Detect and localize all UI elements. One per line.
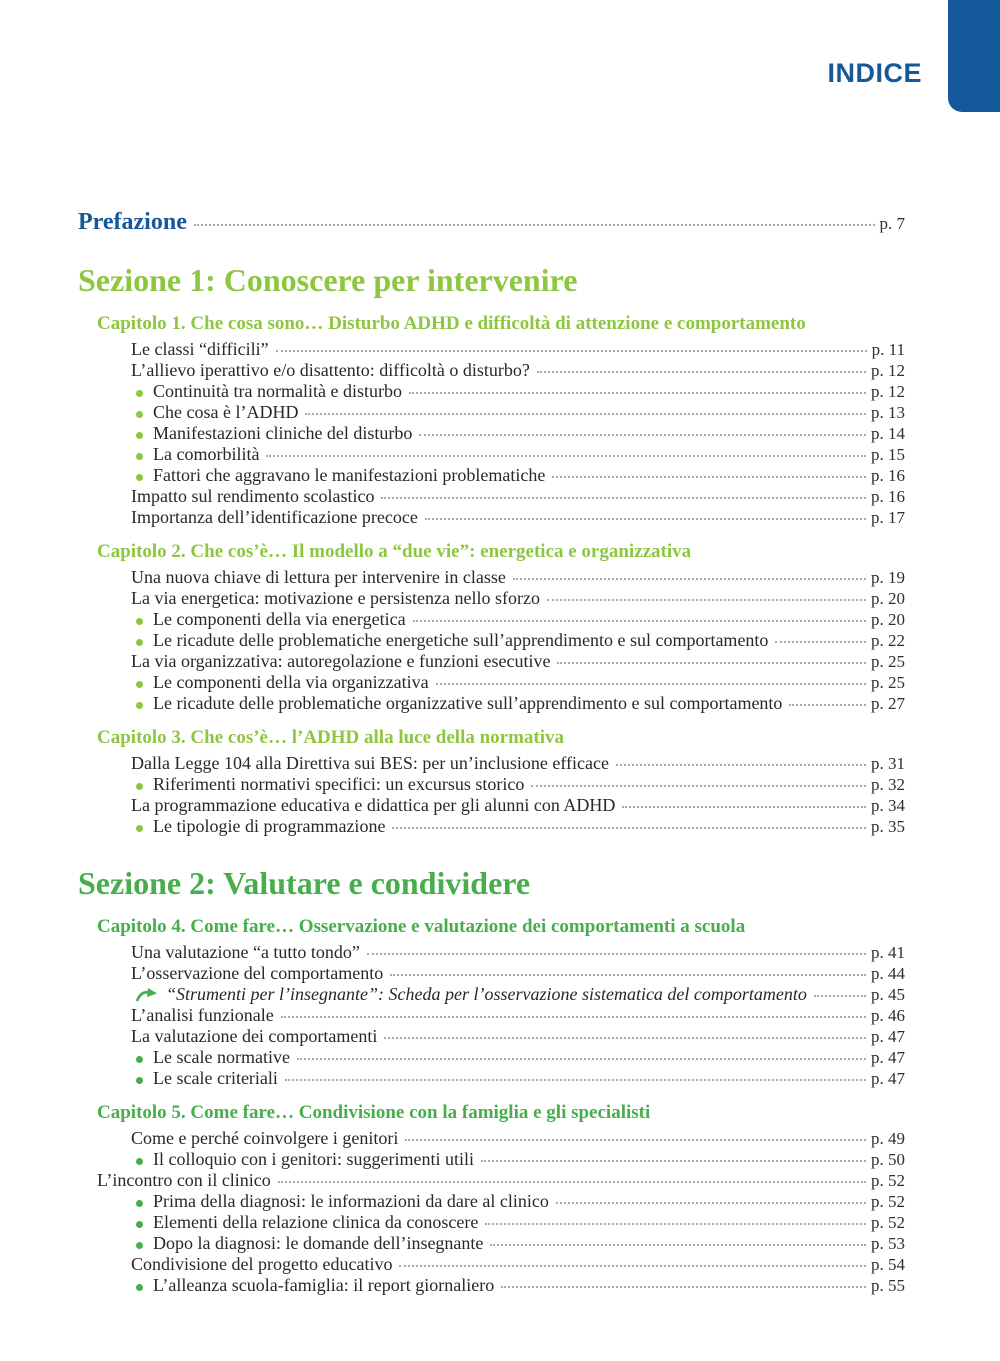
chapter-heading: Capitolo 1. Che cosa sono… Disturbo ADHD e difficoltà di attenzione e comportamento [97, 313, 806, 334]
bullet-icon [136, 1056, 143, 1063]
dotted-leader [622, 806, 866, 808]
toc-sections [78, 260, 905, 1296]
toc-entry-label: Condivisione del progetto educativo [131, 1254, 393, 1274]
toc-entry [78, 1026, 905, 1047]
dotted-leader [556, 1202, 866, 1204]
dotted-leader [367, 953, 866, 955]
page-number: p. 55 [871, 1276, 905, 1295]
toc-entry [78, 984, 905, 1005]
bullet-icon [136, 783, 143, 790]
section-heading: Sezione 2: Valutare e condividere [78, 865, 531, 901]
dotted-leader [392, 827, 866, 829]
chapter-heading: Capitolo 5. Come fare… Condivisione con la famiglia e gli specialisti [97, 1102, 651, 1123]
toc-entry [78, 816, 905, 837]
bullet-icon [136, 1200, 143, 1207]
page-number: p. 20 [871, 610, 905, 629]
toc-entry-label: Una valutazione “a tutto tondo” [131, 942, 360, 962]
bullet-icon [136, 390, 143, 397]
page-number: p. 31 [871, 754, 905, 773]
dotted-leader [557, 662, 866, 664]
bullet-icon [136, 453, 143, 460]
curved-arrow-icon [136, 986, 158, 1007]
toc-entry [78, 1128, 905, 1149]
toc-entry-label: Importanza dell’identificazione precoce [131, 507, 418, 527]
toc-entry-label: Prefazione [78, 209, 187, 235]
page-number: p. 12 [871, 361, 905, 380]
dotted-leader [501, 1286, 866, 1288]
toc-entry [78, 1047, 905, 1068]
toc-entry [78, 1149, 905, 1170]
bullet-icon [136, 1242, 143, 1249]
toc-entry [78, 774, 905, 795]
dotted-leader [616, 764, 866, 766]
page-number: p. 32 [871, 775, 905, 794]
toc-entry-label: La comorbilità [153, 444, 260, 464]
toc-entry [78, 486, 905, 507]
toc-entry [78, 672, 905, 693]
bullet-icon [136, 825, 143, 832]
toc-entry [78, 588, 905, 609]
page-number: p. 16 [871, 466, 905, 485]
toc-entry-label: Le classi “difficili” [131, 339, 269, 359]
dotted-leader [384, 1037, 866, 1039]
dotted-leader [814, 995, 866, 997]
toc-entry-label: Manifestazioni cliniche del disturbo [153, 423, 413, 443]
dotted-leader [775, 641, 866, 643]
bullet-icon [136, 432, 143, 439]
page-number: p. 7 [879, 214, 905, 233]
dotted-leader [297, 1058, 866, 1060]
toc-entry-label: Impatto sul rendimento scolastico [131, 486, 375, 506]
dotted-leader [305, 413, 866, 415]
toc-entry-label: L’analisi funzionale [131, 1005, 274, 1025]
toc-entry-label: Riferimenti normativi specifici: un excursus storico [153, 774, 525, 794]
dotted-leader [405, 1139, 866, 1141]
toc-entry-label: Elementi della relazione clinica da conoscere [153, 1212, 479, 1232]
toc-entry [78, 1233, 905, 1254]
dotted-leader [552, 476, 866, 478]
toc-entry-label: Come e perché coinvolgere i genitori [131, 1128, 399, 1148]
toc-entry-label: Le componenti della via organizzativa [153, 672, 429, 692]
page-number: p. 52 [871, 1171, 905, 1190]
chapter-heading: Capitolo 2. Che cos’è… Il modello a “due vie”: energetica e organizzativa [97, 541, 692, 562]
toc-entry-label: Dopo la diagnosi: le domande dell’insegnante [153, 1233, 484, 1253]
bullet-icon [136, 702, 143, 709]
dotted-leader [381, 497, 866, 499]
dotted-leader [285, 1079, 866, 1081]
page-number: p. 16 [871, 487, 905, 506]
toc-entry-label: “Strumenti per l’insegnante”: Scheda per l’osservazione sistematica del comportamento [166, 984, 807, 1004]
bullet-icon [136, 639, 143, 646]
toc-entry [78, 963, 905, 984]
page-number: p. 34 [871, 796, 905, 815]
bullet-icon [136, 411, 143, 418]
page-number: p. 52 [871, 1213, 905, 1232]
page-number: p. 15 [871, 445, 905, 464]
page-number: p. 50 [871, 1150, 905, 1169]
page-number: p. 52 [871, 1192, 905, 1211]
dotted-leader [789, 704, 866, 706]
toc-entry [78, 1191, 905, 1212]
toc-entry-label: L’allievo iperattivo e/o disattento: difficoltà o disturbo? [131, 360, 530, 380]
toc-entry [78, 360, 905, 381]
dotted-leader [194, 224, 875, 226]
toc-entry-label: Dalla Legge 104 alla Direttiva sui BES: per un’inclusione efficace [131, 753, 610, 773]
chapter-heading: Capitolo 3. Che cos’è… l’ADHD alla luce della normativa [97, 727, 565, 748]
bullet-icon [136, 618, 143, 625]
toc-entry-label: Il colloquio con i genitori: suggerimenti utili [153, 1149, 474, 1169]
page-number: p. 41 [871, 943, 905, 962]
dotted-leader [276, 350, 867, 352]
toc-entry [78, 1068, 905, 1089]
toc-entry [78, 630, 905, 651]
dotted-leader [513, 578, 866, 580]
toc-entry [78, 1005, 905, 1026]
page-number: p. 49 [871, 1129, 905, 1148]
toc-entry [78, 444, 905, 465]
toc-entry [78, 609, 905, 630]
page-title: INDICE [827, 58, 922, 88]
toc-entry [78, 465, 905, 486]
corner-tab [948, 0, 1000, 112]
page-number: p. 14 [871, 424, 905, 443]
toc-entry [78, 693, 905, 714]
section-heading: Sezione 1: Conoscere per intervenire [78, 262, 578, 298]
toc-entry-label: Che cosa è l’ADHD [153, 402, 299, 422]
toc-entry [78, 567, 905, 588]
toc-entry [78, 507, 905, 528]
page-number: p. 25 [871, 673, 905, 692]
toc-entry-label: Le scale criteriali [153, 1068, 278, 1088]
dotted-leader [413, 620, 866, 622]
dotted-leader [278, 1181, 866, 1183]
bullet-icon [136, 681, 143, 688]
toc-entry-prefazione [78, 209, 905, 235]
toc-entry [78, 381, 905, 402]
toc-entry [78, 1254, 905, 1275]
toc-entry-label: Le ricadute delle problematiche energetiche sull’apprendimento e sul comportamento [153, 630, 769, 650]
page-number: p. 17 [871, 508, 905, 527]
dotted-leader [419, 434, 866, 436]
page-number: p. 54 [871, 1255, 905, 1274]
bullet-icon [136, 1221, 143, 1228]
toc-entry-label: Le scale normative [153, 1047, 290, 1067]
dotted-leader [436, 683, 866, 685]
toc-entry [78, 1170, 905, 1191]
page-number: p. 47 [871, 1069, 905, 1088]
toc-entry-label: La via energetica: motivazione e persistenza nello sforzo [131, 588, 540, 608]
page-number: p. 46 [871, 1006, 905, 1025]
bullet-icon [136, 1077, 143, 1084]
page-number: p. 47 [871, 1048, 905, 1067]
page-number: p. 27 [871, 694, 905, 713]
page-number: p. 13 [871, 403, 905, 422]
dotted-leader [537, 371, 866, 373]
page-number: p. 20 [871, 589, 905, 608]
page-number: p. 12 [871, 382, 905, 401]
page-number: p. 19 [871, 568, 905, 587]
bullet-icon [136, 1284, 143, 1291]
page-number: p. 47 [871, 1027, 905, 1046]
toc-entry-label: La programmazione educativa e didattica per gli alunni con ADHD [131, 795, 616, 815]
toc-entry-label: Le tipologie di programmazione [153, 816, 386, 836]
toc-entry-label: Fattori che aggravano le manifestazioni problematiche [153, 465, 546, 485]
toc-entry-label: Continuità tra normalità e disturbo [153, 381, 402, 401]
dotted-leader [390, 974, 866, 976]
page-number: p. 44 [871, 964, 905, 983]
toc-entry [78, 942, 905, 963]
toc-entry-label: La valutazione dei comportamenti [131, 1026, 378, 1046]
dotted-leader [490, 1244, 866, 1246]
page-number: p. 11 [871, 340, 905, 359]
toc-entry [78, 1275, 905, 1296]
toc-entry-label: L’osservazione del comportamento [131, 963, 384, 983]
dotted-leader [481, 1160, 866, 1162]
page-number: p. 45 [871, 985, 905, 1004]
dotted-leader [485, 1223, 866, 1225]
dotted-leader [281, 1016, 866, 1018]
dotted-leader [399, 1265, 866, 1267]
toc-entry [78, 1212, 905, 1233]
toc-entry [78, 651, 905, 672]
toc-entry-label: L’alleanza scuola-famiglia: il report giornaliero [153, 1275, 495, 1295]
bullet-icon [136, 474, 143, 481]
dotted-leader [266, 455, 866, 457]
chapter-heading: Capitolo 4. Come fare… Osservazione e valutazione dei comportamenti a scuola [97, 916, 746, 937]
toc-entry-label: Prima della diagnosi: le informazioni da dare al clinico [153, 1191, 549, 1211]
bullet-icon [136, 1158, 143, 1165]
toc-entry [78, 795, 905, 816]
table-of-contents [78, 209, 905, 1296]
dotted-leader [547, 599, 866, 601]
toc-entry [78, 423, 905, 444]
dotted-leader [425, 518, 866, 520]
page-number: p. 35 [871, 817, 905, 836]
dotted-leader [409, 392, 866, 394]
toc-entry-label: Le ricadute delle problematiche organizzative sull’apprendimento e sul comportamento [153, 693, 783, 713]
toc-entry-label: Le componenti della via energetica [153, 609, 406, 629]
toc-entry [78, 753, 905, 774]
page-number: p. 53 [871, 1234, 905, 1253]
toc-entry [78, 339, 905, 360]
toc-entry [78, 402, 905, 423]
page-number: p. 25 [871, 652, 905, 671]
toc-entry-label: Una nuova chiave di lettura per intervenire in classe [131, 567, 506, 587]
toc-entry-label: L’incontro con il clinico [97, 1170, 271, 1190]
toc-entry-label: La via organizzativa: autoregolazione e funzioni esecutive [131, 651, 551, 671]
dotted-leader [531, 785, 866, 787]
page-number: p. 22 [871, 631, 905, 650]
